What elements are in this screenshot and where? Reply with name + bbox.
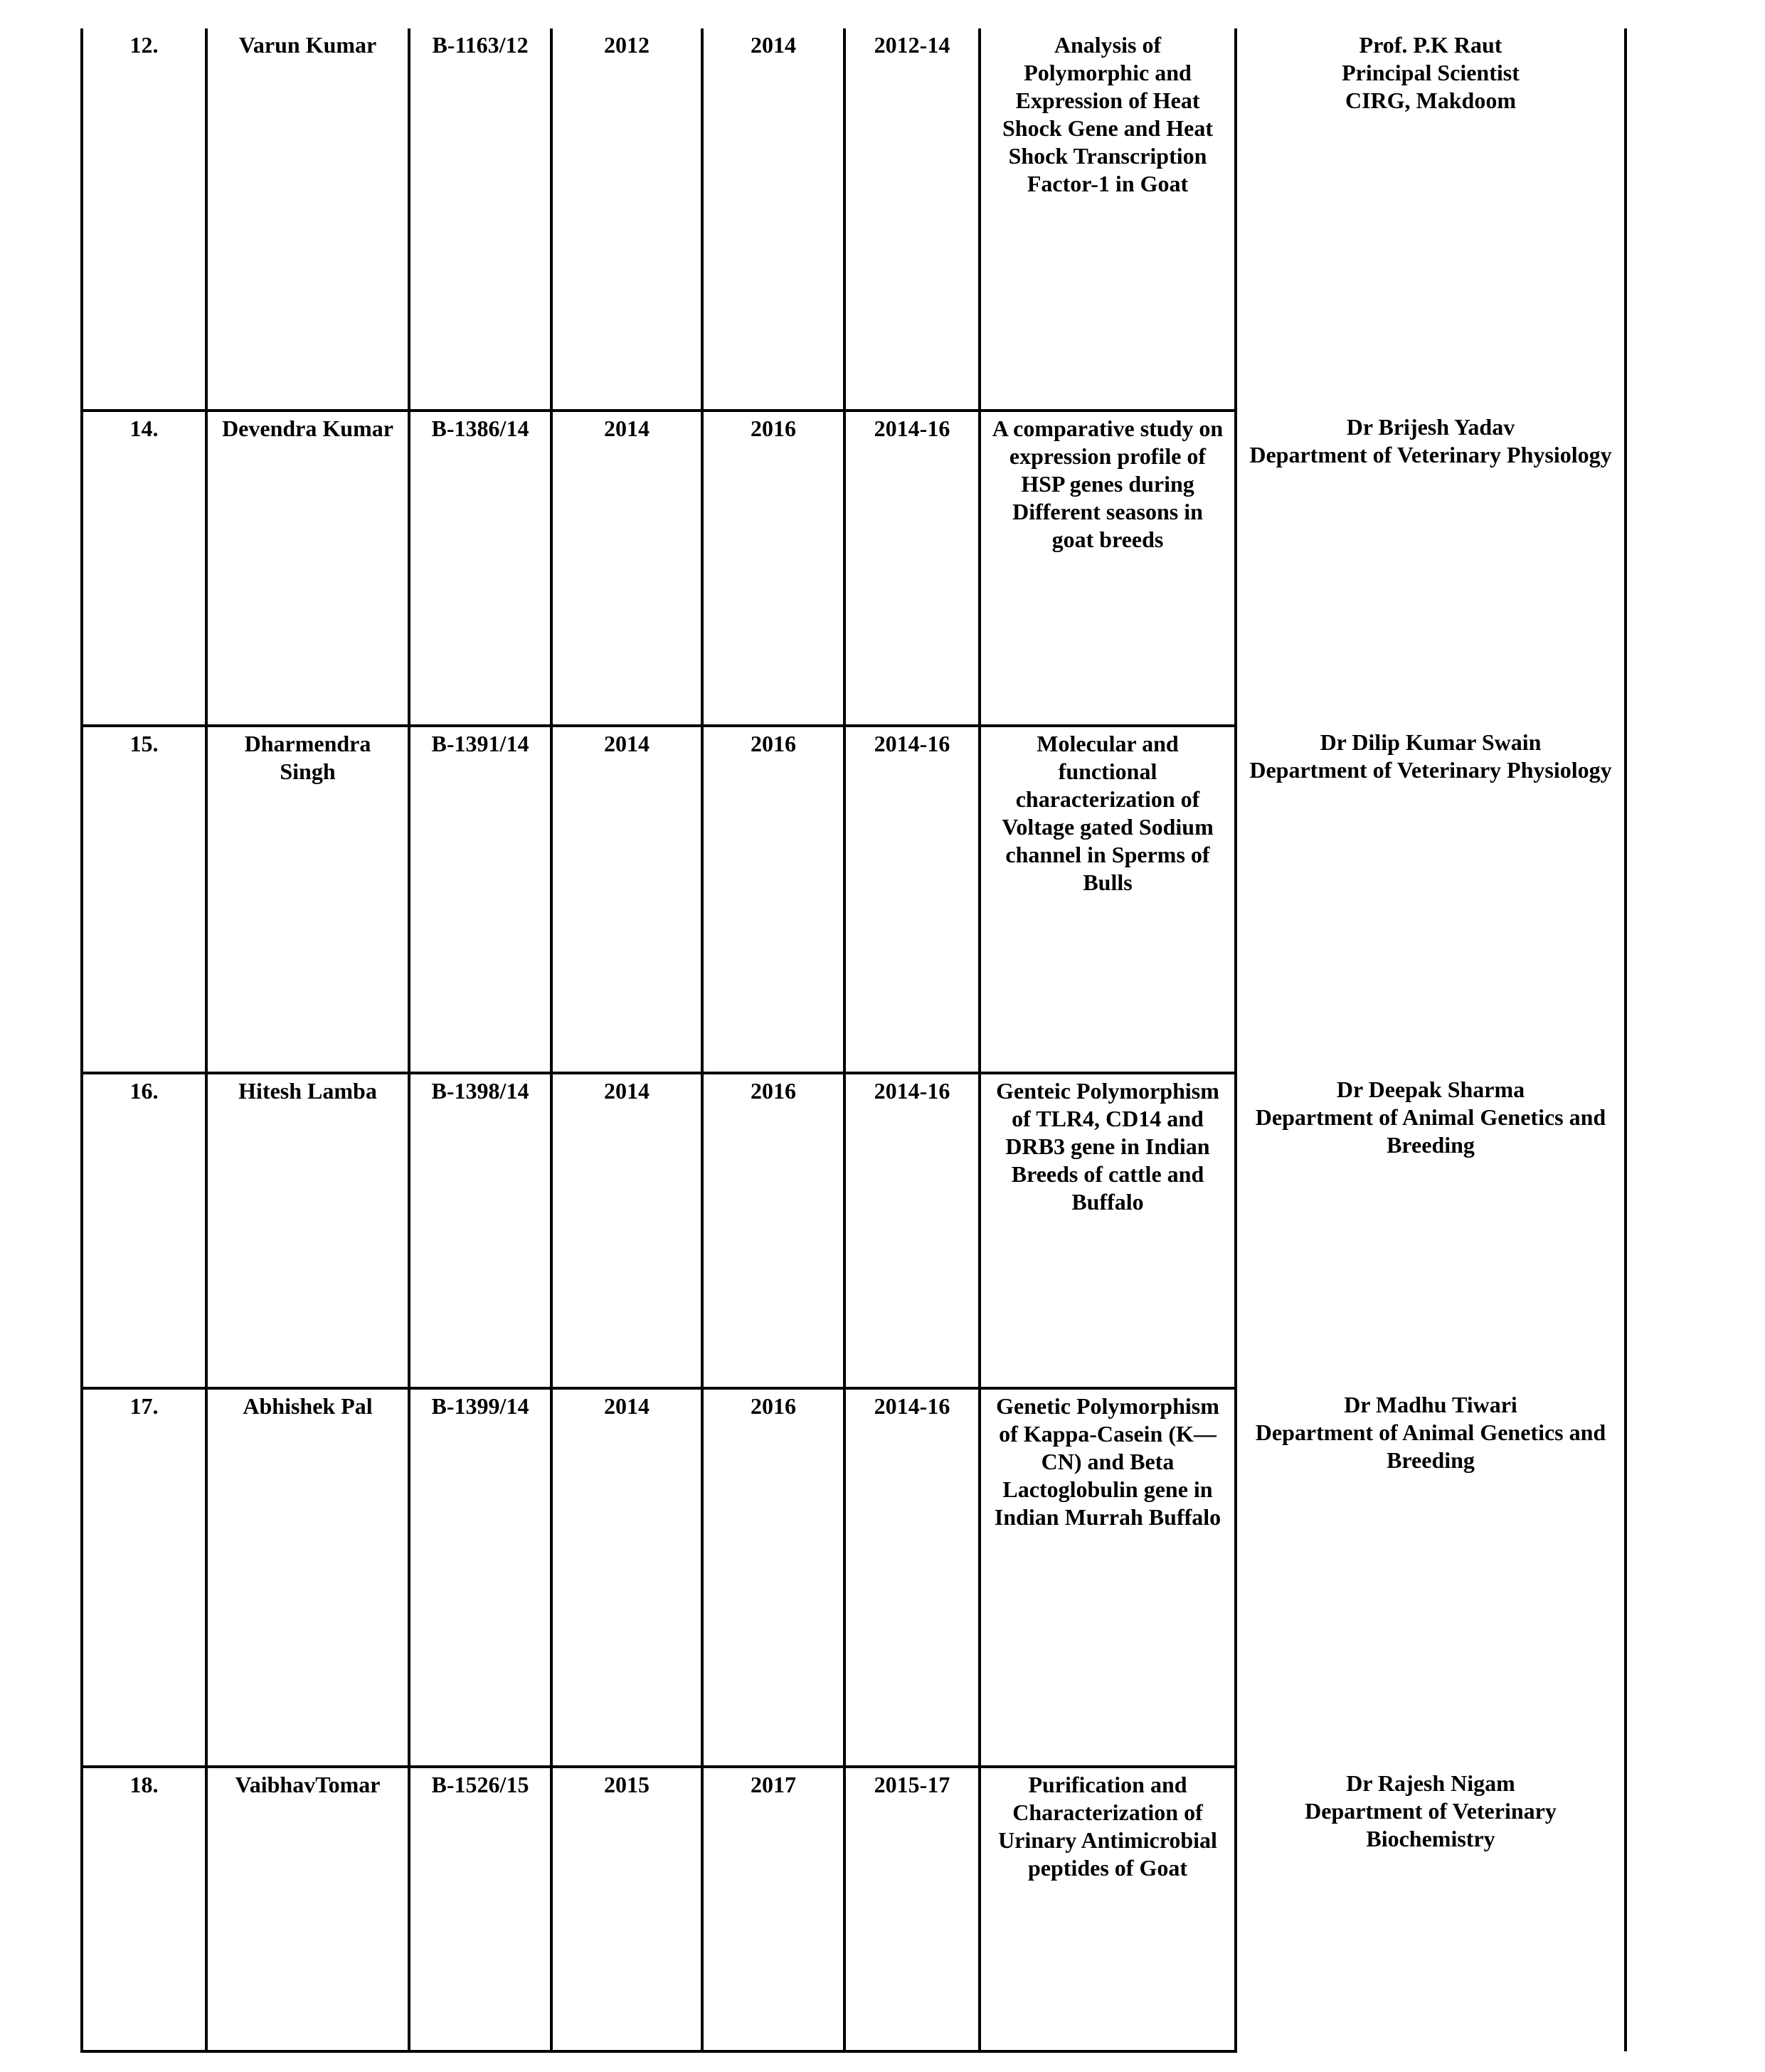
serial-number-cell: 14. (82, 411, 206, 726)
supervisor-cell (1236, 1073, 1626, 1388)
thesis-title-cell: Genteic Polymorphism of TLR4, CD14 and DRB3 gene in Indian Breeds of cattle and Buffalo (980, 1073, 1236, 1388)
table-row (82, 28, 1626, 411)
registration-number-cell: B-1399/14 (409, 1388, 551, 1767)
thesis-title-cell: Molecular and functional characterization of Voltage gated Sodium channel in Sperms of Bulls (980, 726, 1236, 1073)
session-cell: 2014-16 (844, 726, 980, 1073)
thesis-title-cell: Genetic Polymorphism of Kappa-Casein (K—CN) and Beta Lactoglobulin gene in Indian Murrah Buffalo (980, 1388, 1236, 1767)
registration-number-cell: B-1163/12 (409, 28, 551, 411)
supervisor-cell (1236, 28, 1626, 411)
thesis-title-cell: Analysis of Polymorphic and Expression of Heat Shock Gene and Heat Shock Transcription Factor-1 in Goat (980, 28, 1236, 411)
completion-year-cell: 2016 (702, 411, 844, 726)
completion-year-cell: 2016 (702, 726, 844, 1073)
supervisor-name: Dr Deepak Sharma (1336, 1077, 1525, 1102)
session-cell: 2014-16 (844, 1388, 980, 1767)
supervisor-department: Department of Veterinary Physiology (1249, 442, 1612, 467)
admission-year-cell: 2014 (551, 411, 702, 726)
serial-number-cell: 15. (82, 726, 206, 1073)
student-records-table (80, 28, 1627, 2053)
thesis-title-cell: Purification and Characterization of Urinary Antimicrobial peptides of Goat (980, 1767, 1236, 2051)
registration-number-cell: B-1398/14 (409, 1073, 551, 1388)
completion-year-cell: 2016 (702, 1388, 844, 1767)
student-name-cell: VaibhavTomar (206, 1767, 409, 2051)
admission-year-cell: 2014 (551, 726, 702, 1073)
table-row (82, 1388, 1626, 1767)
supervisor-cell (1236, 1388, 1626, 1767)
supervisor-name: Dr Dilip Kumar Swain (1320, 729, 1542, 755)
registration-number-cell: B-1391/14 (409, 726, 551, 1073)
admission-year-cell: 2012 (551, 28, 702, 411)
session-cell: 2014-16 (844, 1073, 980, 1388)
session-cell: 2015-17 (844, 1767, 980, 2051)
supervisor-name: Prof. P.K Raut (1359, 32, 1502, 58)
registration-number-cell: B-1386/14 (409, 411, 551, 726)
table-row (82, 1767, 1626, 2051)
registration-number-cell: B-1526/15 (409, 1767, 551, 2051)
serial-number-cell: 16. (82, 1073, 206, 1388)
student-name-cell: Abhishek Pal (206, 1388, 409, 1767)
supervisor-department: Department of Veterinary Physiology (1249, 757, 1612, 783)
student-name-cell: Varun Kumar (206, 28, 409, 411)
table-row (82, 1073, 1626, 1388)
completion-year-cell: 2014 (702, 28, 844, 411)
student-name-cell: Hitesh Lamba (206, 1073, 409, 1388)
serial-number-cell: 18. (82, 1767, 206, 2051)
completion-year-cell: 2017 (702, 1767, 844, 2051)
table-row (82, 411, 1626, 726)
supervisor-designation: Principal Scientist (1342, 60, 1520, 85)
supervisor-department: Department of Animal Genetics and Breeding (1255, 1104, 1606, 1158)
session-cell: 2012-14 (844, 28, 980, 411)
session-cell: 2014-16 (844, 411, 980, 726)
student-name-cell: Dharmendra Singh (206, 726, 409, 1073)
student-name-cell: Devendra Kumar (206, 411, 409, 726)
admission-year-cell: 2014 (551, 1388, 702, 1767)
supervisor-name: Dr Madhu Tiwari (1344, 1392, 1517, 1417)
serial-number-cell: 12. (82, 28, 206, 411)
admission-year-cell: 2015 (551, 1767, 702, 2051)
supervisor-name: Dr Brijesh Yadav (1346, 414, 1515, 440)
supervisor-cell (1236, 411, 1626, 726)
supervisor-institute: CIRG, Makdoom (1345, 88, 1516, 113)
completion-year-cell: 2016 (702, 1073, 844, 1388)
supervisor-department: Department of Veterinary Biochemistry (1305, 1798, 1557, 1851)
supervisor-cell (1236, 1767, 1626, 2051)
supervisor-department: Department of Animal Genetics and Breeding (1255, 1420, 1606, 1473)
serial-number-cell: 17. (82, 1388, 206, 1767)
supervisor-cell (1236, 726, 1626, 1073)
thesis-title-cell: A comparative study on expression profile of HSP genes during Different seasons in goat breeds (980, 411, 1236, 726)
table-row (82, 726, 1626, 1073)
admission-year-cell: 2014 (551, 1073, 702, 1388)
supervisor-name: Dr Rajesh Nigam (1346, 1770, 1515, 1796)
